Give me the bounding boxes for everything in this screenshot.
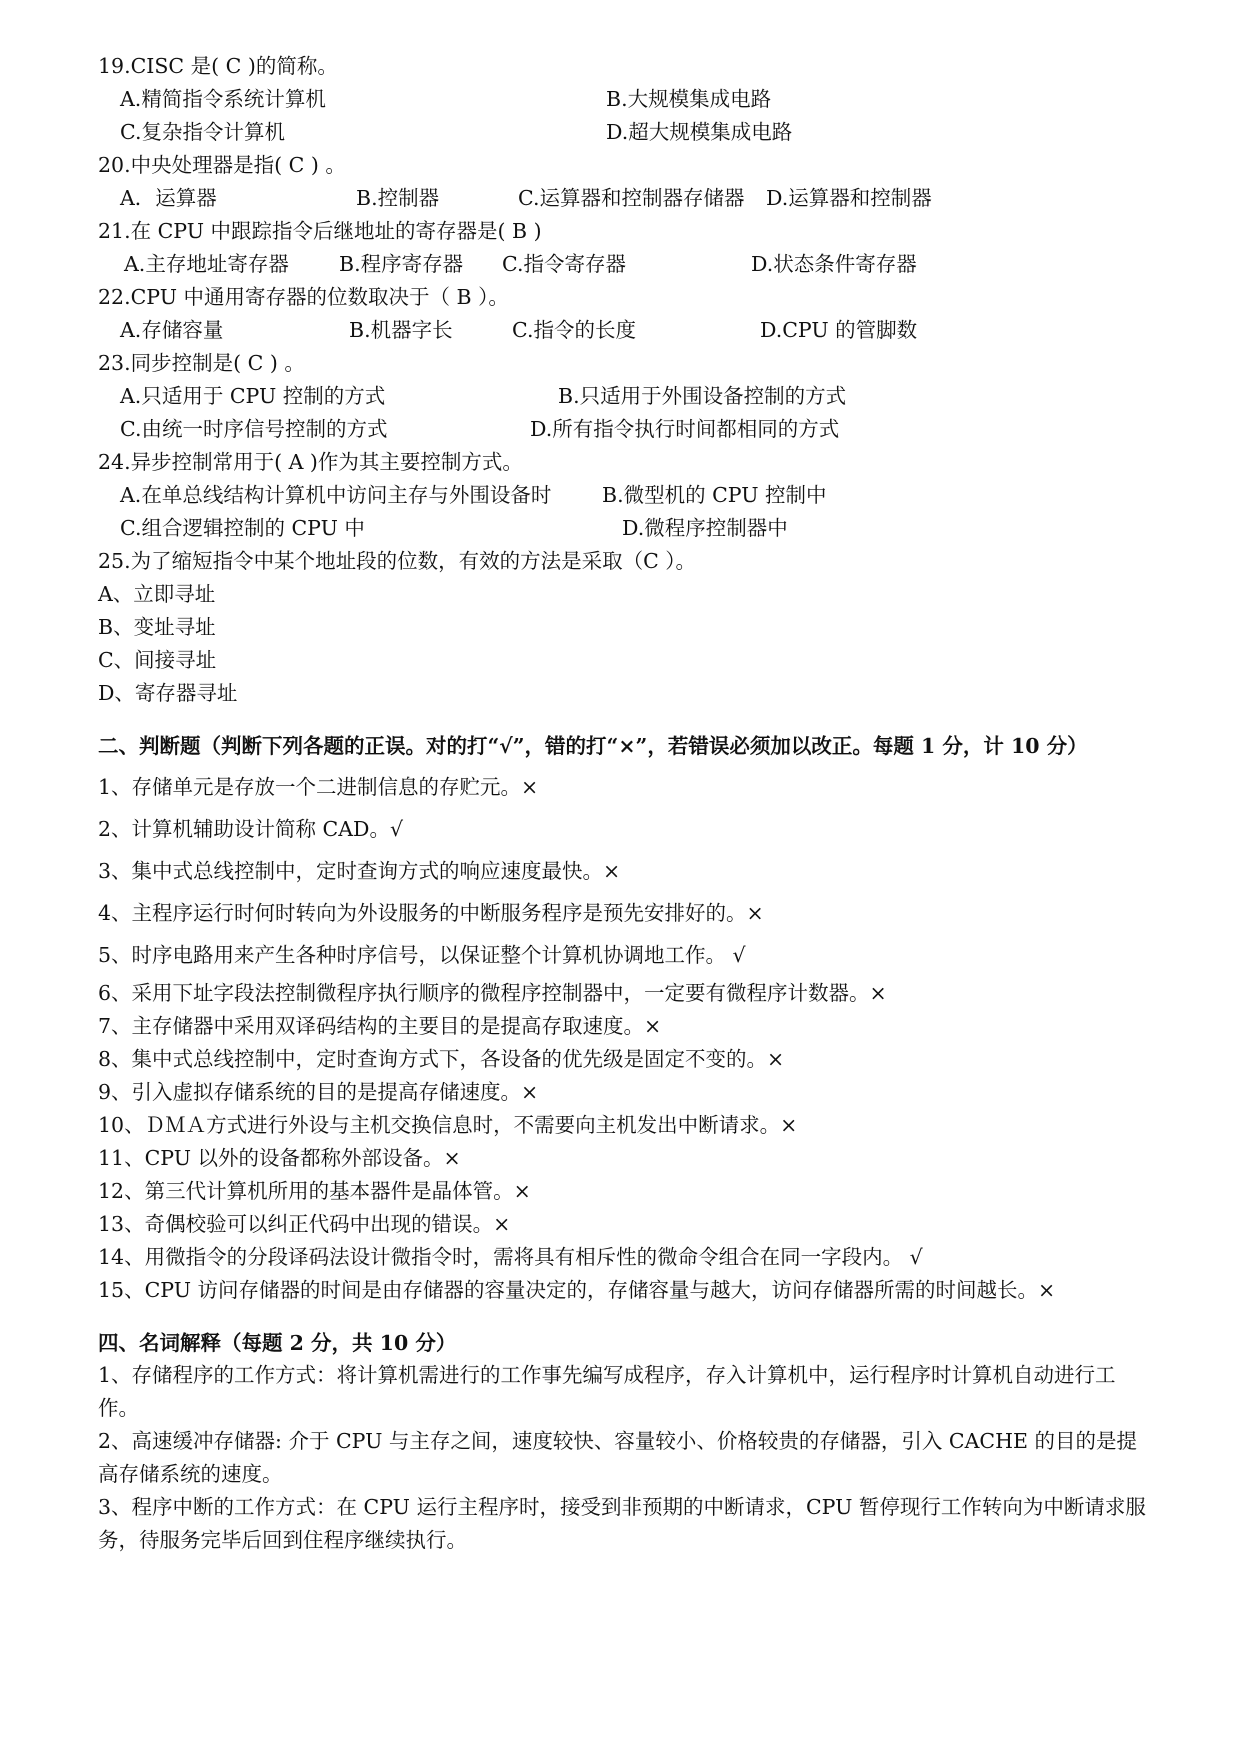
judge-item-13: 13、奇偶校验可以纠正代码中出现的错误。× [98, 1212, 511, 1236]
section-spacer [98, 710, 1148, 730]
judge-item-8: 8、集中式总线控制中，定时查询方式下，各设备的优先级是固定不变的。× [98, 1047, 785, 1071]
question-20-option-b: B.控制器 [356, 186, 440, 210]
question-25-option-a: A、立即寻址 [98, 582, 216, 606]
question-21-option-b: B.程序寄存器 [339, 252, 464, 276]
question-23-option-c: C.由统一时序信号控制的方式 [120, 417, 388, 441]
question-22-stem: 22.CPU 中通用寄存器的位数取决于（ B ）。 [98, 285, 509, 309]
question-23-option-b: B.只适用于外围设备控制的方式 [558, 384, 847, 408]
question-20-option-d: D.运算器和控制器 [766, 186, 932, 210]
judge-item-15: 15、CPU 访问存储器的时间是由存储器的容量决定的，存储容量与越大，访问存储器所需的时间越长。× [98, 1278, 1056, 1302]
question-23-option-d: D.所有指令执行时间都相同的方式 [530, 417, 840, 441]
question-20-options-row [98, 182, 1148, 215]
question-22-option-b: B.机器字长 [349, 318, 453, 342]
question-19-option-b: B.大规模集成电路 [606, 87, 772, 111]
question-25-option-c: C、间接寻址 [98, 648, 217, 672]
question-24-option-a: A.在单总线结构计算机中访问主存与外围设备时 [120, 483, 552, 507]
question-22-option-a: A.存储容量 [120, 318, 224, 342]
question-20-option-c: C.运算器和控制器存储器 [518, 186, 745, 210]
question-24-options-row-2 [98, 512, 1148, 545]
question-22-option-d: D.CPU 的管脚数 [760, 318, 918, 342]
term-section-heading: 四、名词解释（每题 2 分，共 10 分） [98, 1331, 457, 1355]
judge-item-5: 5、时序电路用来产生各种时序信号，以保证整个计算机协调地工作。 √ [98, 943, 746, 967]
question-24-option-d: D.微程序控制器中 [622, 516, 788, 540]
judge-item-3: 3、集中式总线控制中，定时查询方式的响应速度最快。× [98, 859, 621, 883]
question-25-option-b: B、变址寻址 [98, 615, 216, 639]
question-21-stem: 21.在 CPU 中跟踪指令后继地址的寄存器是( B ) [98, 219, 542, 243]
question-22-option-c: C.指令的长度 [512, 318, 636, 342]
question-20-stem: 20.中央处理器是指( C ) 。 [98, 153, 346, 177]
question-24-option-c: C.组合逻辑控制的 CPU 中 [120, 516, 365, 540]
judge-item-6: 6、采用下址字段法控制微程序执行顺序的微程序控制器中，一定要有微程序计数器。× [98, 981, 887, 1005]
judge-item-4: 4、主程序运行时何时转向为外设服务的中断服务程序是预先安排好的。× [98, 901, 764, 925]
question-21-option-c: C.指令寄存器 [502, 252, 626, 276]
term-item-1: 1、存储程序的工作方式：将计算机需进行的工作事先编写成程序，存入计算机中，运行程序时计算机自动进行工作。 [98, 1363, 1116, 1420]
question-21-option-a: A.主存地址寄存器 [124, 252, 289, 276]
judge-item-11: 11、CPU 以外的设备都称外部设备。× [98, 1146, 461, 1170]
question-20-option-a: A．运算器 [120, 186, 217, 210]
question-21-options-row [98, 248, 1148, 281]
document-content [98, 50, 1148, 1557]
question-23-option-a: A.只适用于 CPU 控制的方式 [120, 384, 386, 408]
question-19-stem: 19.CISC 是( C )的简称。 [98, 54, 338, 78]
judge-item-7: 7、主存储器中采用双译码结构的主要目的是提高存取速度。× [98, 1014, 662, 1038]
section-spacer [98, 1307, 1148, 1327]
question-21-option-d: D.状态条件寄存器 [751, 252, 917, 276]
judge-section-heading: 二、判断题（判断下列各题的正误。对的打“√”，错的打“×”，若错误必须加以改正。每题 1 分，计 10 分） [98, 734, 1088, 758]
question-24-options-row-1 [98, 479, 1148, 512]
judge-item-9: 9、引入虚拟存储系统的目的是提高存储速度。× [98, 1080, 539, 1104]
term-item-3: 3、程序中断的工作方式：在 CPU 运行主程序时，接受到非预期的中断请求，CPU 暂停现行工作转向为中断请求服务，待服务完毕后回到住程序继续执行。 [98, 1495, 1146, 1552]
question-19-option-c: C.复杂指令计算机 [120, 120, 285, 144]
question-19-options-row-2 [98, 116, 1148, 149]
question-25-option-d: D、寄存器寻址 [98, 681, 238, 705]
question-19-options-row-1 [98, 83, 1148, 116]
question-23-stem: 23.同步控制是( C ) 。 [98, 351, 305, 375]
question-24-option-b: B.微型机的 CPU 控制中 [602, 483, 827, 507]
section-spacer [98, 762, 1148, 771]
judge-item-12: 12、第三代计算机所用的基本器件是晶体管。× [98, 1179, 531, 1203]
question-23-options-row-2 [98, 413, 1148, 446]
judge-item-2: 2、计算机辅助设计简称 CAD。√ [98, 817, 404, 841]
question-24-stem: 24.异步控制常用于( A )作为其主要控制方式。 [98, 450, 523, 474]
question-23-options-row-1 [98, 380, 1148, 413]
question-25-stem: 25.为了缩短指令中某个地址段的位数，有效的方法是采取（C ）。 [98, 549, 697, 573]
judge-item-10: 10、ＤＭＡ方式进行外设与主机交换信息时，不需要向主机发出中断请求。× [98, 1113, 798, 1137]
judge-item-1: 1、存储单元是存放一个二进制信息的存贮元。× [98, 775, 539, 799]
question-19-option-a: A.精简指令系统计算机 [120, 87, 326, 111]
judge-item-14: 14、用微指令的分段译码法设计微指令时，需将具有相斥性的微命令组合在同一字段内。 √ [98, 1245, 923, 1269]
question-19-option-d: D.超大规模集成电路 [606, 120, 793, 144]
question-22-options-row [98, 314, 1148, 347]
term-item-2: 2、高速缓冲存储器: 介于 CPU 与主存之间，速度较快、容量较小、价格较贵的存储器，引入 CACHE 的目的是提高存储系统的速度。 [98, 1429, 1137, 1486]
